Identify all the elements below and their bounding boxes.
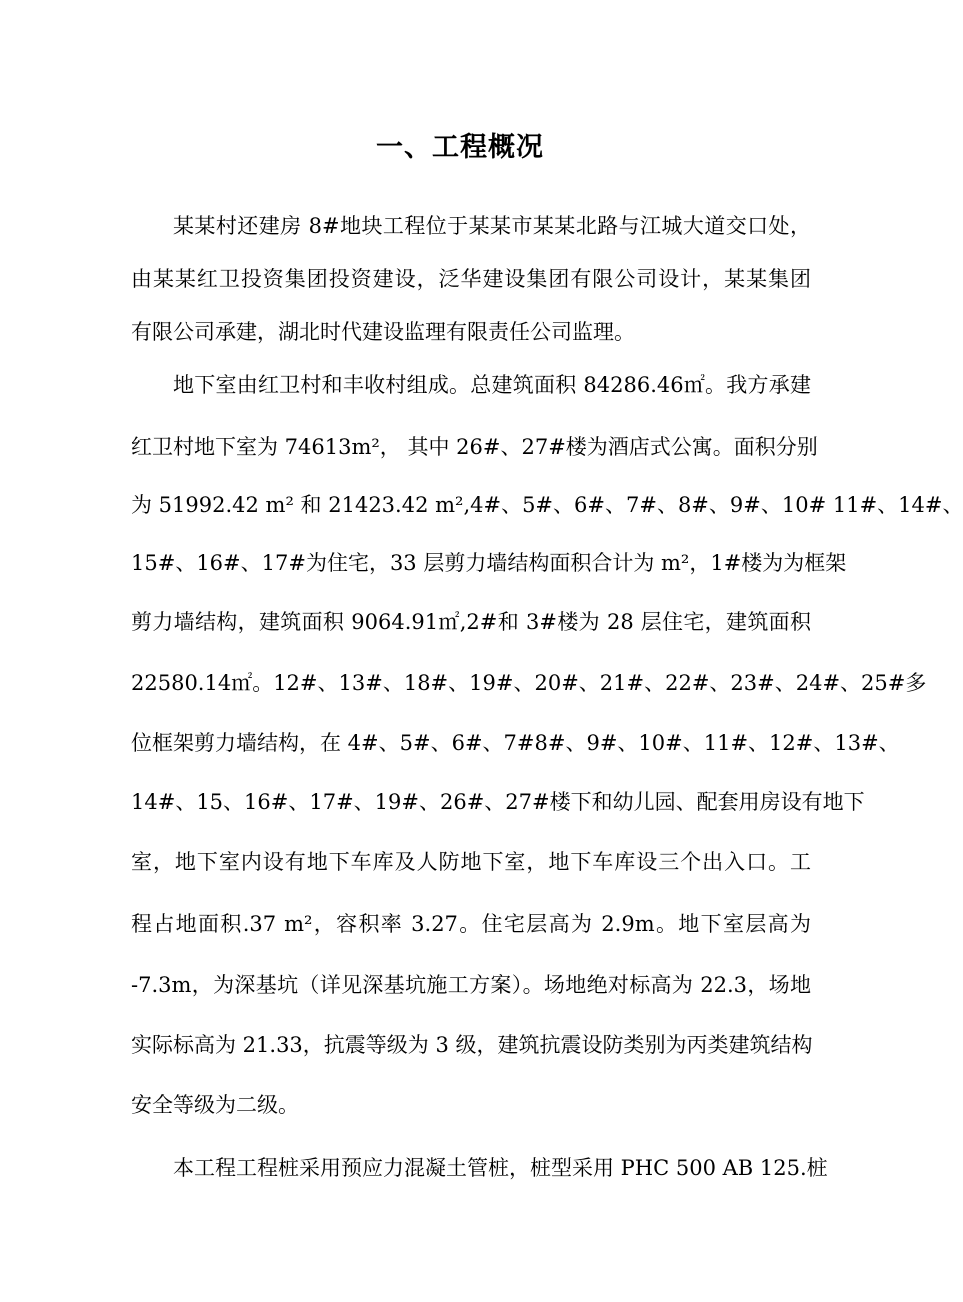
paragraph-1-line-3: 有限公司承建，湖北时代建设监理有限责任公司监理。 (131, 320, 635, 344)
paragraph-3-line-1: 本工程工程桩采用预应力混凝土管桩，桩型采用 PHC 500 AB 125.桩 (173, 1156, 828, 1180)
paragraph-2-line-11: -7.3m，为深基坑（详见深基坑施工方案）。场地绝对标高为 22.3，场地 (131, 973, 811, 997)
paragraph-2-line-3: 为 51992.42 m² 和 21423.42 m²,4#、5#、6#、7#、8#、9#、10# 11#、14#、 (131, 493, 963, 517)
paragraph-2-line-9: 室，地下室内设有地下车库及人防地下室，地下车库设三个出入口。工 (131, 850, 811, 874)
paragraph-2-line-13: 安全等级为二级。 (131, 1093, 299, 1117)
paragraph-2-line-10: 程占地面积.37 m²，容积率 3.27。住宅层高为 2.9m。地下室层高为 (131, 912, 811, 936)
paragraph-2-line-1: 地下室由红卫村和丰收村组成。总建筑面积 84286.46㎡。我方承建 (173, 373, 811, 397)
page-title: 一、工程概况 (376, 132, 544, 163)
paragraph-2-line-4: 15#、16#、17#为住宅，33 层剪力墙结构面积合计为 m²，1#楼为为框架 (131, 551, 847, 575)
paragraph-2-line-5: 剪力墙结构，建筑面积 9064.91㎡,2#和 3#楼为 28 层住宅，建筑面积 (131, 610, 811, 634)
paragraph-2-line-7: 位框架剪力墙结构，在 4#、5#、6#、7#8#、9#、10#、11#、12#、13#、 (131, 731, 900, 755)
paragraph-2-line-8: 14#、15、16#、17#、19#、26#、27#楼下和幼儿园、配套用房设有地下 (131, 790, 865, 814)
paragraph-2-line-12: 实际标高为 21.33，抗震等级为 3 级，建筑抗震设防类别为丙类建筑结构 (131, 1033, 813, 1057)
paragraph-1-line-2: 由某某红卫投资集团投资建设，泛华建设集团有限公司设计，某某集团 (131, 267, 811, 291)
paragraph-2-line-6: 22580.14㎡。12#、13#、18#、19#、20#、21#、22#、23#、24#、25#多 (131, 671, 927, 695)
paragraph-2-line-2: 红卫村地下室为 74613m²， 其中 26#、27#楼为酒店式公寓。面积分别 (131, 435, 818, 459)
paragraph-1-line-1: 某某村还建房 8#地块工程位于某某市某某北路与江城大道交口处， (173, 214, 811, 238)
